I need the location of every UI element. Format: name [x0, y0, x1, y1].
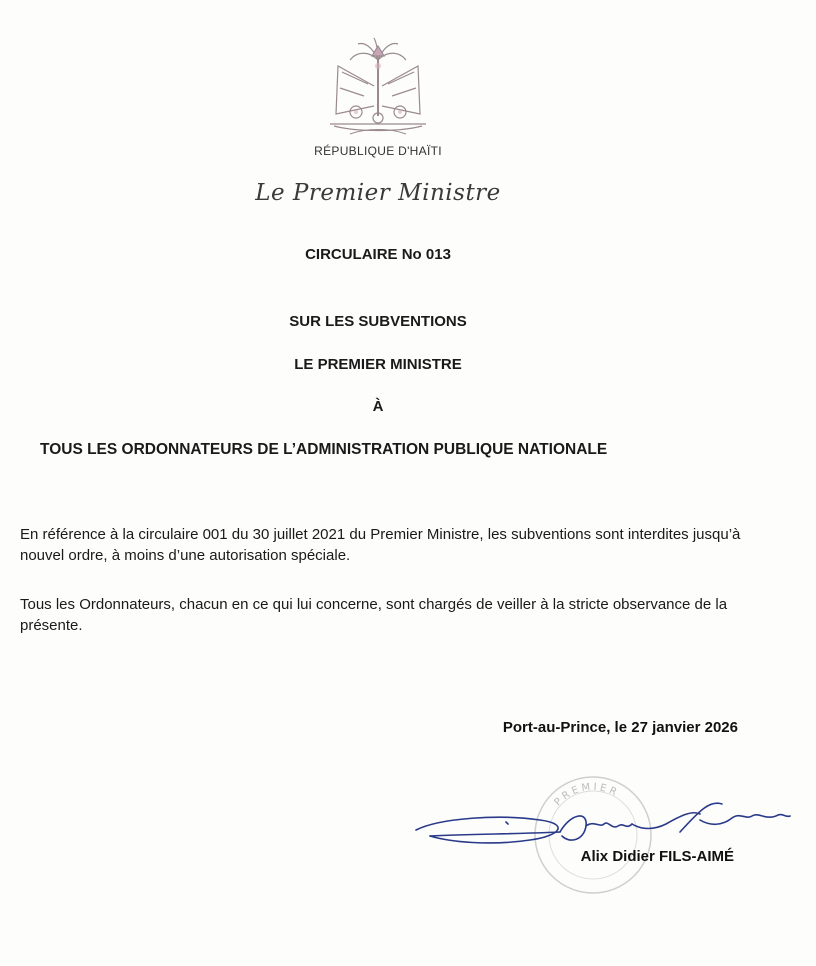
stamp-text: PREMIER	[552, 781, 621, 809]
coat-of-arms-emblem	[316, 36, 440, 140]
body-paragraph-1: En référence à la circulaire 001 du 30 juillet 2021 du Premier Ministre, les subventions sont interdites jusqu’à nouvel ordre, à moins d’une autorisation spéciale.	[20, 526, 741, 564]
circular-sender: LE PREMIER MINISTRE	[294, 356, 462, 373]
to-word: À	[372, 398, 384, 415]
circular-recipients: TOUS LES ORDONNATEURS DE L’ADMINISTRATION PUBLIQUE NATIONALE	[40, 441, 608, 458]
circular-subject: SUR LES SUBVENTIONS	[289, 313, 467, 330]
place-and-date: Port-au-Prince, le 27 janvier 2026	[502, 719, 738, 736]
republic-label: RÉPUBLIQUE D'HAÏTI	[314, 144, 442, 158]
signatory-name: Alix Didier FILS-AIMÉ	[580, 848, 734, 865]
body-paragraph-2: Tous les Ordonnateurs, chacun en ce qui lui concerne, sont chargés de veiller à la stricte observance de la présente.	[20, 596, 728, 634]
office-title: Le Premier Ministre	[255, 180, 501, 206]
circular-number: CIRCULAIRE No 013	[305, 246, 451, 263]
